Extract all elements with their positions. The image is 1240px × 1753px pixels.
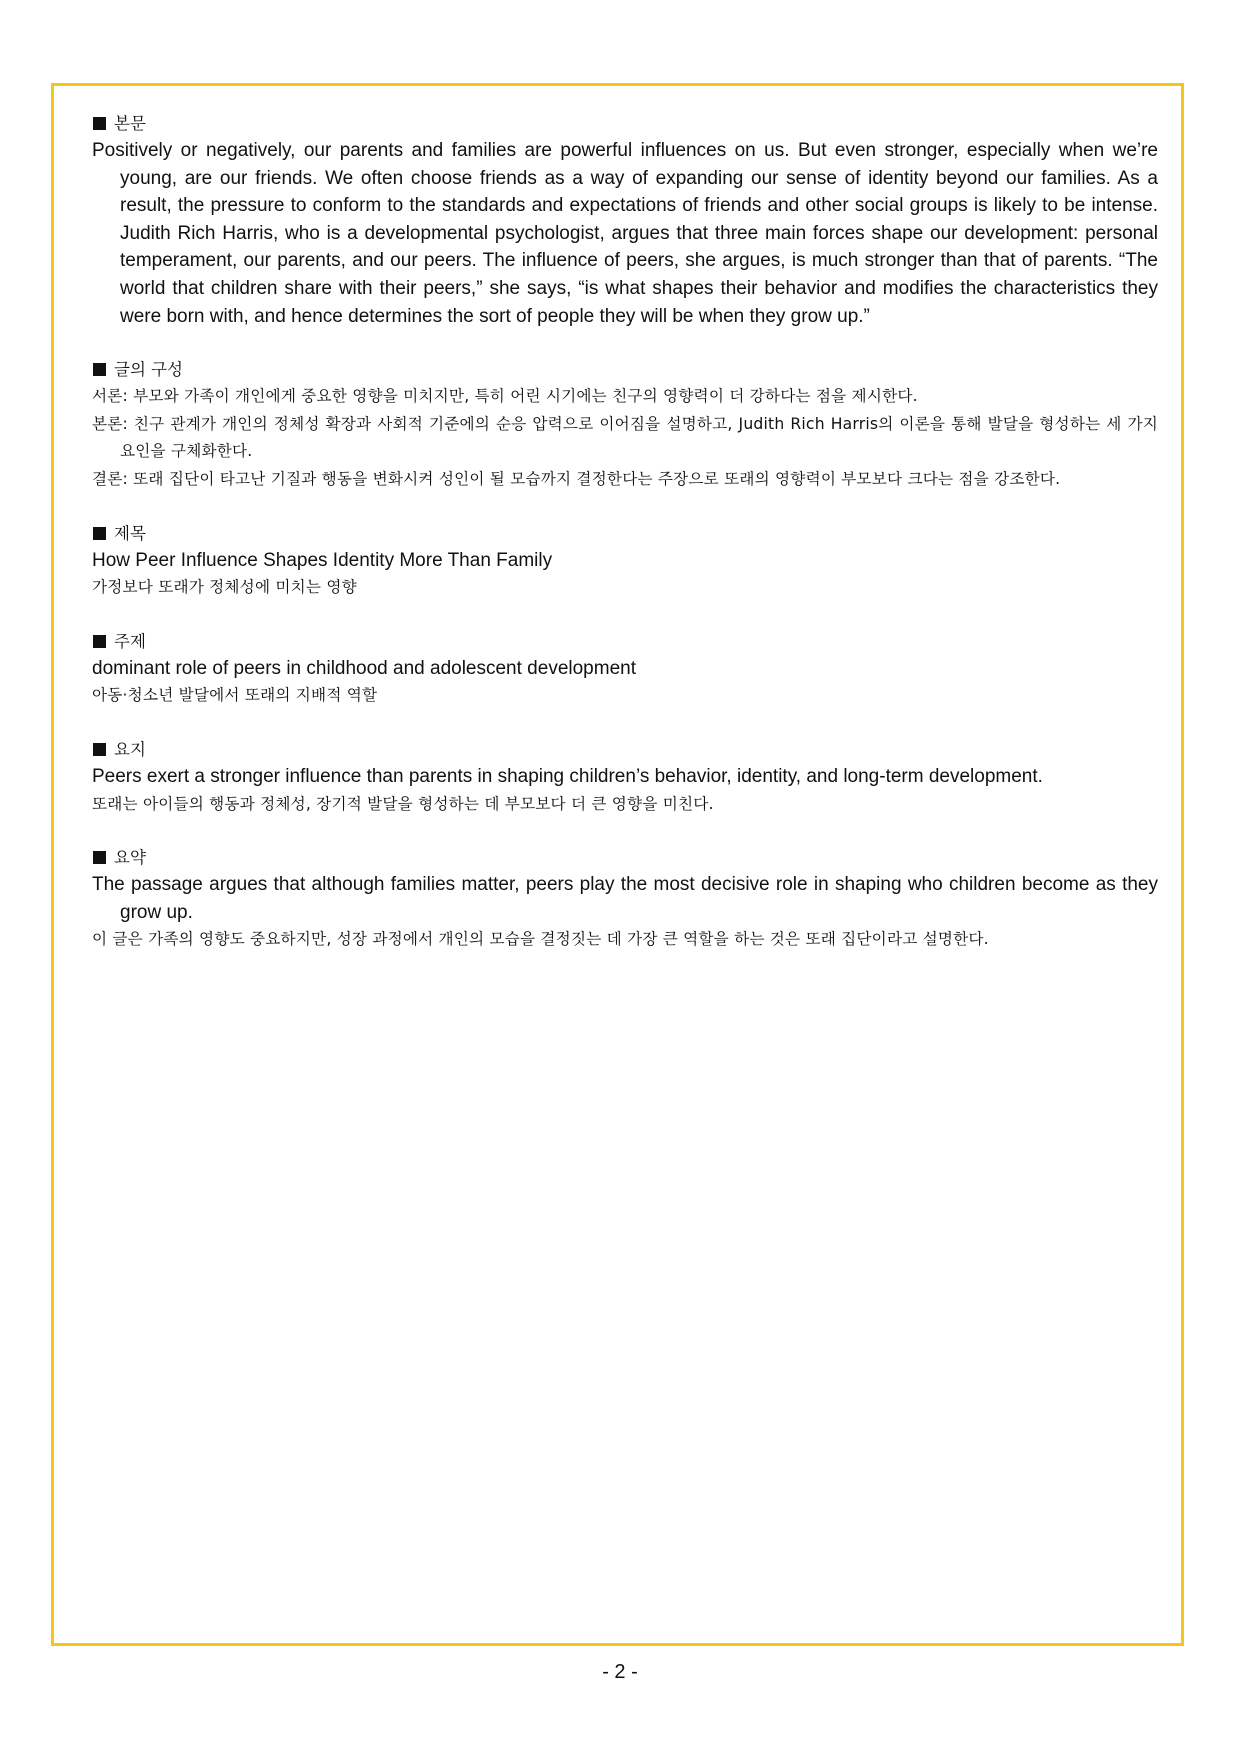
section-heading-label: 글의 구성 [114,360,184,380]
section-title [92,520,1158,602]
black-square-icon [93,363,106,376]
black-square-icon [93,527,106,540]
structure-conclusion: 결론: 또래 집단이 타고난 기질과 행동을 변화시켜 성인이 될 모습까지 결정한다는 주장으로 또래의 영향력이 부모보다 크다는 점을 강조한다. [92,469,1061,488]
gist-english: Peers exert a stronger influence than parents in shaping children’s behavior, identity, and long-term development. [92,765,1043,787]
section-heading [92,110,1158,137]
section-heading-label: 본문 [114,114,146,133]
section-gist [92,736,1158,818]
gist-korean: 또래는 아이들의 행동과 정체성, 장기적 발달을 형성하는 데 부모보다 더 큰 영향을 미친다. [92,794,714,813]
section-heading [92,356,1158,383]
section-heading-label: 제목 [114,523,146,543]
topic-english: dominant role of peers in childhood and adolescent development [92,657,636,679]
section-structure [92,356,1158,493]
section-heading-label: 요약 [114,848,146,868]
section-topic [92,628,1158,710]
section-heading [92,844,1158,871]
section-heading [92,736,1158,763]
topic-korean: 아동·청소년 발달에서 또래의 지배적 역할 [92,686,378,705]
section-heading [92,520,1158,547]
structure-main: 본론: 친구 관계가 개인의 정체성 확장과 사회적 기준에의 순응 압력으로 이어짐을 설명하고, Judith Rich Harris의 이론을 통해 발달을 형성하는 세 가지 요인을 구체화한다. [92,414,1158,461]
section-heading-label: 요지 [114,739,146,759]
black-square-icon [93,635,106,648]
document-content [92,110,1158,980]
structure-intro: 서론: 부모와 가족이 개인에게 중요한 영향을 미치지만, 특히 어린 시기에는 친구의 영향력이 더 강하다는 점을 제시한다. [92,387,918,406]
summary-english: The passage argues that although families matter, peers play the most decisive role in shaping who children become as they grow up. [92,874,1158,923]
section-summary [92,844,1158,954]
section-heading-label: 주제 [114,631,146,651]
section-heading [92,628,1158,655]
black-square-icon [93,743,106,756]
title-english: How Peer Influence Shapes Identity More Than Family [92,549,553,571]
black-square-icon [93,117,106,130]
black-square-icon [93,851,106,864]
page-number: - 2 - [602,1661,638,1683]
passage-text: Positively or negatively, our parents and families are powerful influences on us. But even stronger, especially when we’re young, are our friends. We often choose friends as a way of expanding our sense of identity beyond our families. As a result, the pressure to conform to the standards and expectations of friends and other social groups is likely to be intense. Judith Rich Harris, who is a developmental psychologist, argues that three main forces shape our development: personal temperament, our parents, and our peers. The influence of peers, she argues, is much stronger than that of parents. “The world that children share with their peers,” she says, “is what shapes their behavior and modifies the characteristics they were born with, and hence determines the sort of people they will be when they grow up.” [92,140,1158,327]
section-body [92,110,1158,330]
title-korean: 가정보다 또래가 정체성에 미치는 영향 [92,578,357,597]
summary-korean: 이 글은 가족의 영향도 중요하지만, 성장 과정에서 개인의 모습을 결정짓는 데 가장 큰 역할을 하는 것은 또래 집단이라고 설명한다. [92,930,989,949]
